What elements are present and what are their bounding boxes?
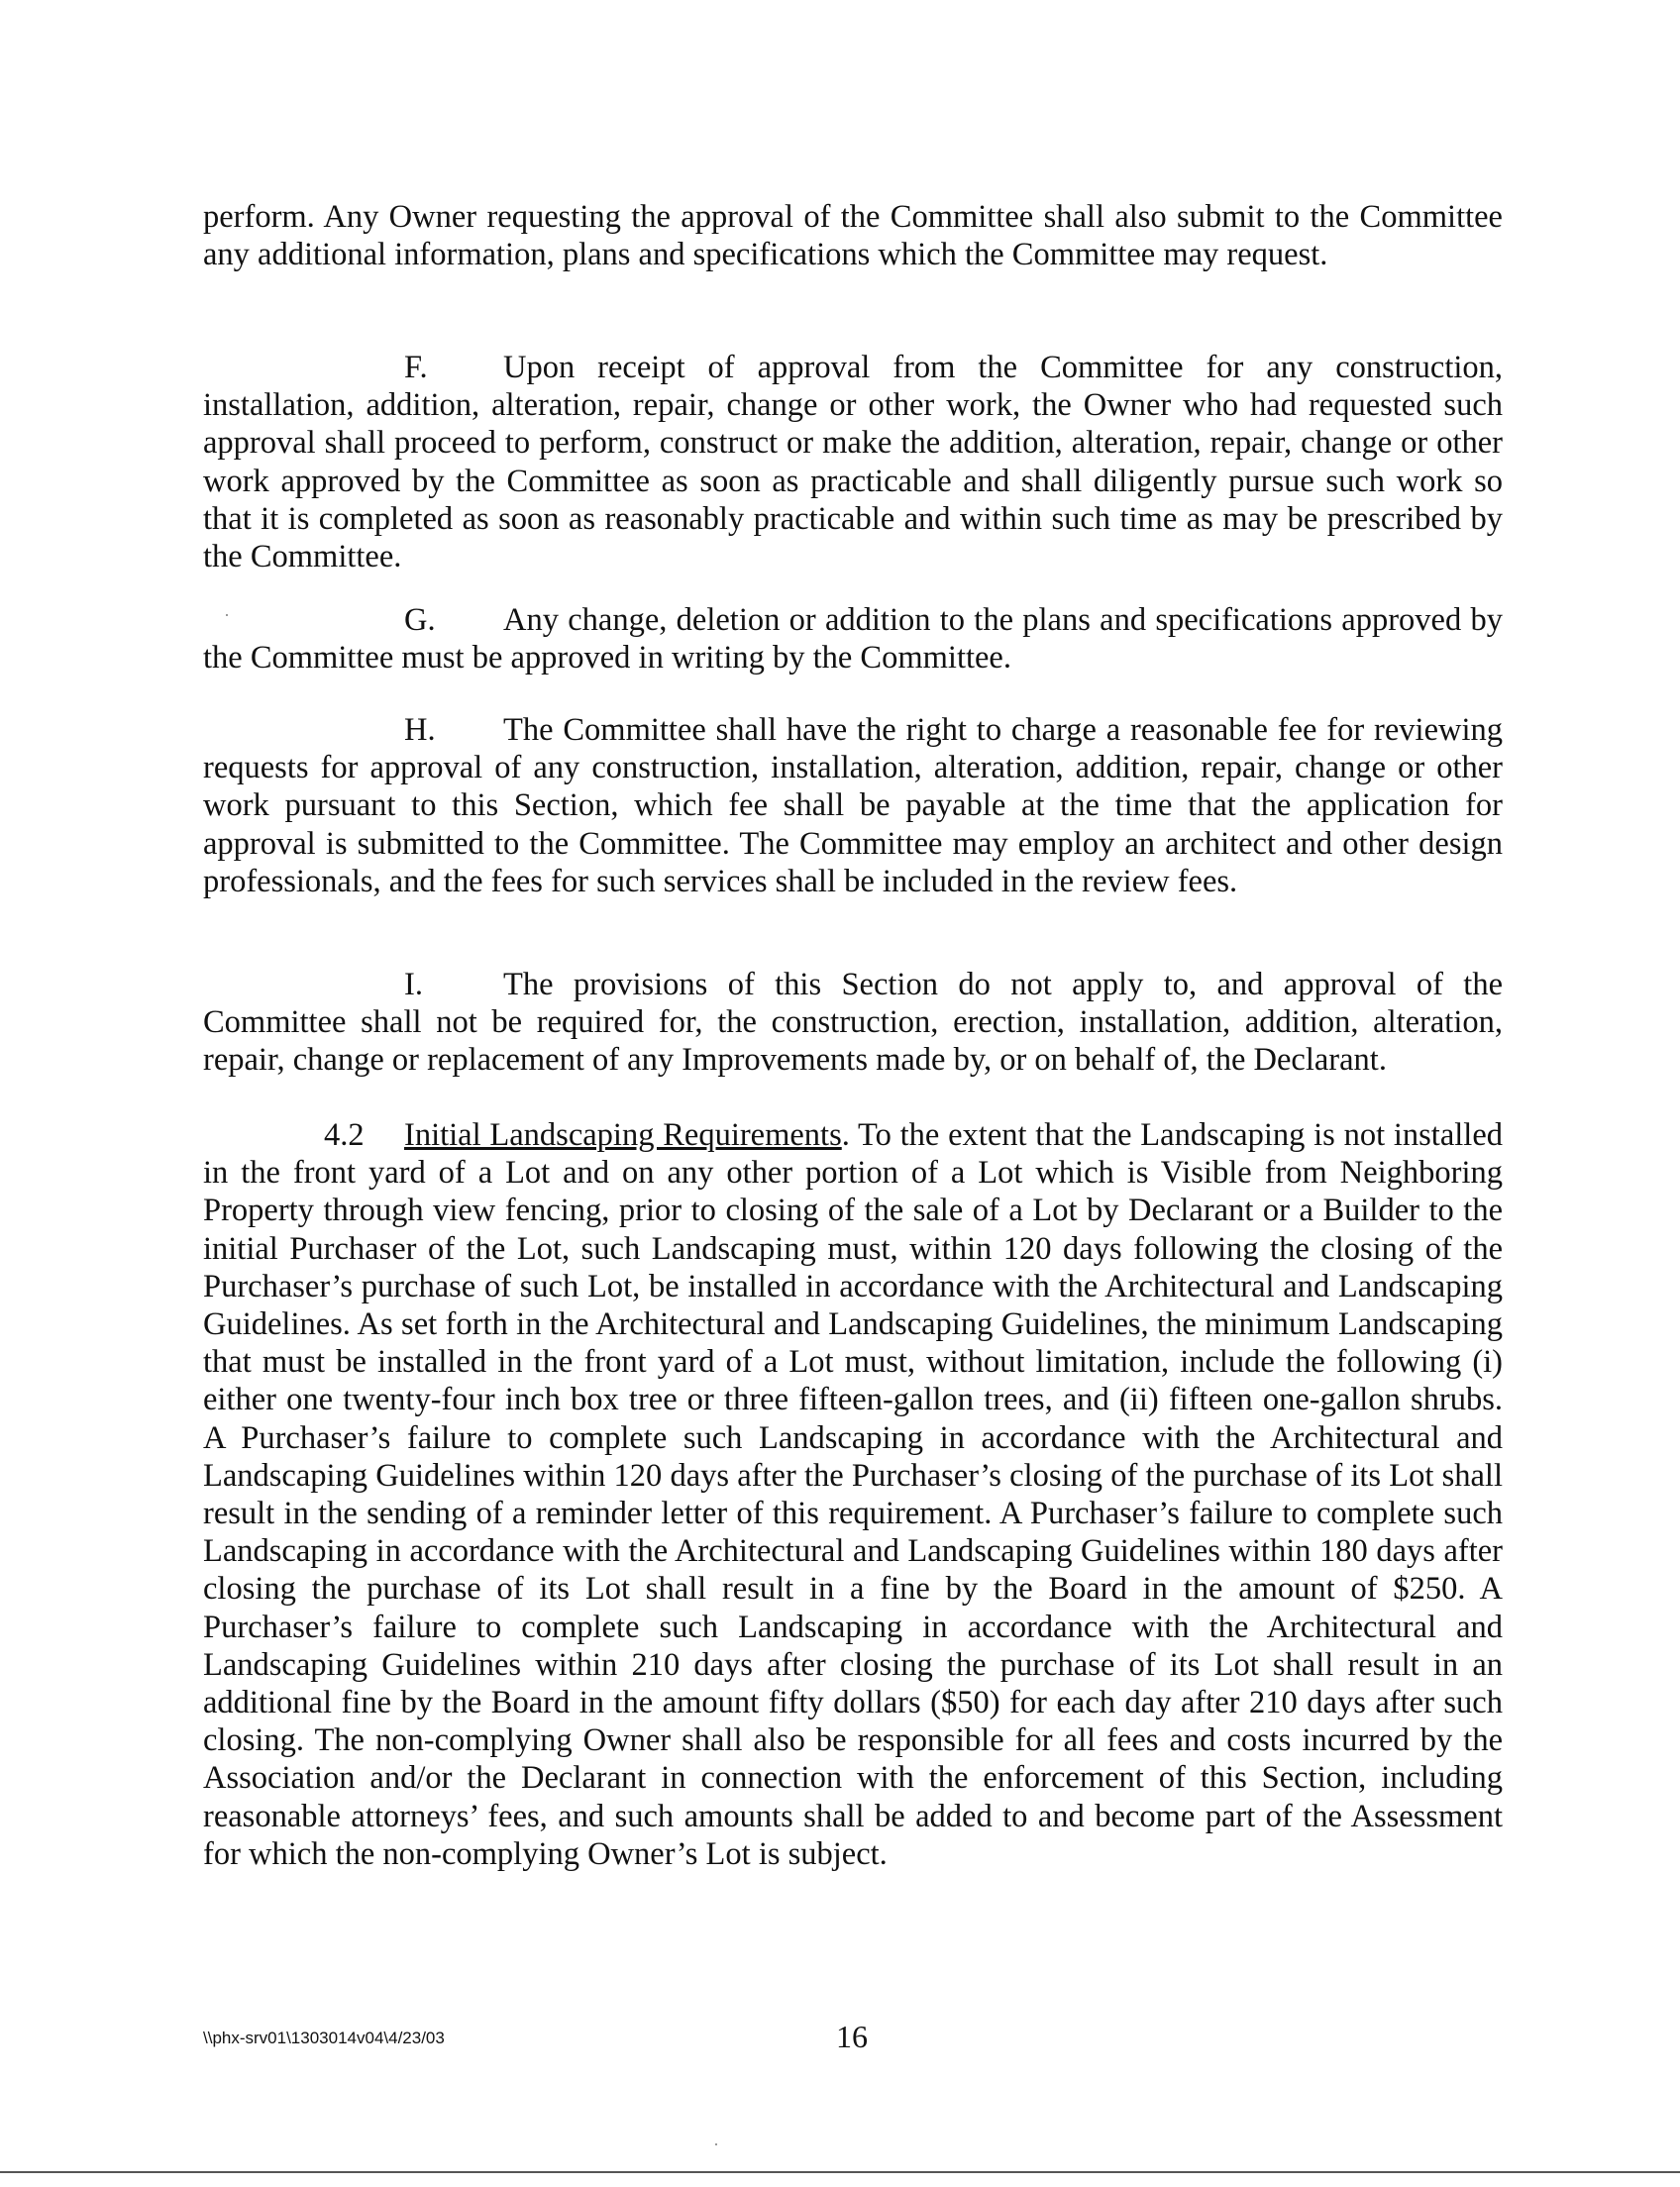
section-heading-end: . [841,1117,850,1153]
paragraph-letter: H. [404,712,436,748]
paragraph-h [203,711,1503,900]
paragraph-letter: G. [404,602,436,638]
page-number: 16 [836,2019,868,2054]
scan-speck [226,614,228,616]
paragraph-i [203,966,1503,1080]
paragraph-text: Any change, deletion or addition to the plans and specifications approved by the Committee must be approved in writing by the Committee. [203,602,1503,677]
section-number: 4.2 [324,1117,365,1153]
paragraph-f [203,349,1503,575]
paragraph-g [203,601,1503,677]
paragraph-text: Upon receipt of approval from the Committee for any construction, installation, addition, alteration, repair, change or other work, the Owner who had requested such approval shall proceed to perform, construct or make the addition, alteration, repair, change or other work approved by the Committee as soon as practicable and shall diligently pursue such work so that it is completed as soon as reasonably practicable and within such time as may be prescribed by the Committee. [203,350,1503,575]
section-heading: Initial Landscaping Requirements [404,1117,842,1153]
section-4-2 [203,1116,1503,1873]
paragraph-text: The provisions of this Section do not apply to, and approval of the Committee shall not be required for, the construction, erection, installation, addition, alteration, repair, change or replacement of any Improvements made by, or on behalf of, the Declarant. [203,967,1503,1079]
paragraph-letter: F. [404,350,428,385]
scan-speck [715,2143,717,2145]
paragraph-text: The Committee shall have the right to charge a reasonable fee for reviewing requests for approval of any construction, installation, alteration, addition, repair, change or other work pursuant to this Section, which fee shall be payable at the time that the application for approval is submitted to the Committee. The Committee may employ an architect and other design professionals, and the fees for such services shall be included in the review fees. [203,712,1503,899]
paragraph-letter: I. [404,967,423,1002]
footer-document-path: \\phx-srv01\1303014v04\4/23/03 [203,2029,445,2047]
scan-edge-line [0,2171,1680,2173]
continuation-paragraph: perform. Any Owner requesting the approval of the Committee shall also submit to the Committee any additional information, plans and specifications which the Committee may request. [203,199,1503,273]
section-text: To the extent that the Landscaping is not installed in the front yard of a Lot and on any other portion of a Lot which is Visible from Neighboring Property through view fencing, prior to closing of the sale of a Lot by Declarant or a Builder to the initial Purchaser of the Lot, such Landscaping must, within 120 days following the closing of the Purchaser’s purchase of such Lot, be installed in accordance with the Architectural and Landscaping Guidelines. As set forth in the Architectural and Landscaping Guidelines, the minimum Landscaping that must be installed in the front yard of a Lot must, without limitation, include the following (i) either one twenty-four inch box tree or three fifteen-gallon trees, and (ii) fifteen one-gallon shrubs. A Purchaser’s failure to complete such Landscaping in accordance with the Architectural and Landscaping Guidelines within 120 days after the Purchaser’s closing of the purchase of its Lot shall result in the sending of a reminder letter of this requirement. A Purchaser’s failure to complete such Landscaping in accordance with the Architectural and Landscaping Guidelines within 180 days after closing the purchase of its Lot shall result in a fine by the Board in the amount of $250. A Purchaser’s failure to complete such Landscaping in accordance with the Architectural and Landscaping Guidelines within 210 days after closing the purchase of its Lot shall result in an additional fine by the Board in the amount fifty dollars ($50) for each day after 210 days after such closing. The non-complying Owner shall also be responsible for all fees and costs incurred by the Association and/or the Declarant in connection with the enforcement of this Section, including reasonable attorneys’ fees, and such amounts shall be added to and become part of the Assessment for which the non-complying Owner’s Lot is subject. [203,1117,1503,1872]
